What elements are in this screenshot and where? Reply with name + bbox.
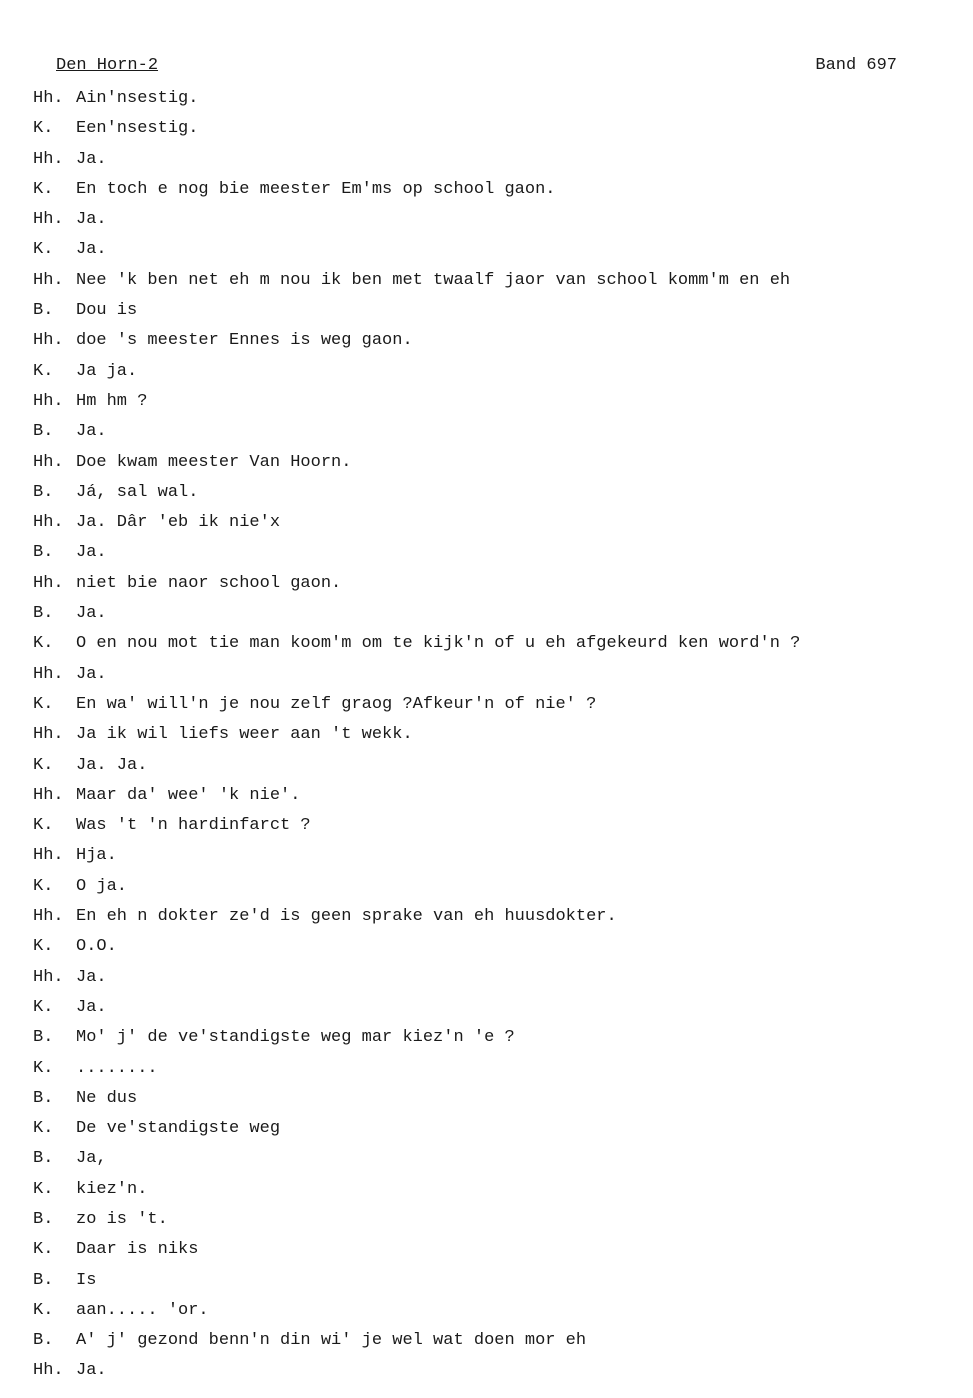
- utterance-text: Ja.: [76, 967, 107, 987]
- transcript-line: [33, 629, 933, 659]
- utterance-text: De ve'standigste weg: [76, 1119, 281, 1139]
- speaker-label: Hh.: [33, 573, 64, 593]
- speaker-label: B.: [33, 1088, 54, 1108]
- speaker-label: K.: [33, 1058, 54, 1078]
- transcript-line: [33, 963, 933, 993]
- transcript-line: [33, 478, 933, 508]
- utterance-text: ........: [76, 1058, 158, 1078]
- speaker-label: B.: [33, 301, 54, 321]
- utterance-text: Ja.: [76, 240, 107, 260]
- utterance-text: Daar is niks: [76, 1240, 199, 1260]
- utterance-text: Ain'nsestig.: [76, 89, 199, 108]
- utterance-text: O ja.: [76, 876, 128, 896]
- speaker-label: K.: [33, 694, 54, 714]
- document-title: Den Horn-2: [56, 56, 159, 75]
- speaker-label: Hh.: [33, 513, 64, 533]
- transcript-line: [33, 1084, 933, 1114]
- speaker-label: Hh.: [33, 270, 64, 290]
- transcript-line: [33, 1023, 933, 1053]
- speaker-label: B.: [33, 1331, 54, 1351]
- utterance-text: En eh n dokter ze'd is geen sprake van eh huusdokter.: [76, 907, 617, 927]
- speaker-label: B.: [33, 482, 54, 502]
- utterance-text: Já, sal wal.: [76, 482, 199, 502]
- speaker-label: K.: [33, 1300, 54, 1320]
- transcript-lines: [33, 84, 933, 1387]
- transcript-line: [33, 417, 933, 447]
- speaker-label: Hh.: [33, 331, 64, 351]
- transcript-line: [33, 720, 933, 750]
- transcript-line: [33, 660, 933, 690]
- utterance-text: Ja.: [76, 149, 107, 169]
- transcript-line: [33, 1266, 933, 1296]
- utterance-text: Mo' j' de ve'standigste weg mar kiez'n 'e ?: [76, 1028, 515, 1048]
- transcript-line: [33, 84, 933, 114]
- transcript-line: [33, 993, 933, 1023]
- transcript-line: [33, 114, 933, 144]
- transcript-line: [33, 1205, 933, 1235]
- transcript-line: [33, 1296, 933, 1326]
- speaker-label: Hh.: [33, 452, 64, 472]
- speaker-label: K.: [33, 937, 54, 957]
- speaker-label: Hh.: [33, 149, 64, 169]
- speaker-label: Hh.: [33, 846, 64, 866]
- utterance-text: Hja.: [76, 846, 117, 866]
- utterance-text: Ja.: [76, 1361, 107, 1381]
- utterance-text: O en nou mot tie man koom'm om te kijk'n of u eh afgekeurd ken word'n ?: [76, 634, 801, 654]
- speaker-label: B.: [33, 1149, 54, 1169]
- transcript-line: [33, 296, 933, 326]
- speaker-label: K.: [33, 119, 54, 139]
- speaker-label: Hh.: [33, 967, 64, 987]
- transcript-line: [33, 1326, 933, 1356]
- utterance-text: Ja. Dâr 'eb ik nie'x: [76, 513, 281, 533]
- utterance-text: Een'nsestig.: [76, 119, 199, 139]
- transcript-line: [33, 1054, 933, 1084]
- speaker-label: B.: [33, 1028, 54, 1048]
- utterance-text: kiez'n.: [76, 1179, 148, 1199]
- transcript-line: [33, 508, 933, 538]
- utterance-text: Ja. Ja.: [76, 755, 148, 775]
- transcript-line: [33, 902, 933, 932]
- speaker-label: Hh.: [33, 907, 64, 927]
- utterance-text: Doe kwam meester Van Hoorn.: [76, 452, 352, 472]
- transcript-line: [33, 781, 933, 811]
- utterance-text: Ja.: [76, 210, 107, 230]
- utterance-text: O.O.: [76, 937, 117, 957]
- utterance-text: Ja ja.: [76, 361, 138, 381]
- transcript-line: [33, 569, 933, 599]
- transcript-line: [33, 538, 933, 568]
- speaker-label: K.: [33, 1119, 54, 1139]
- utterance-text: Was 't 'n hardinfarct ?: [76, 816, 311, 836]
- speaker-label: Hh.: [33, 785, 64, 805]
- utterance-text: Nee 'k ben net eh m nou ik ben met twaalf jaor van school komm'm en eh: [76, 270, 791, 290]
- utterance-text: Dou is: [76, 301, 138, 321]
- transcript-line: [33, 751, 933, 781]
- utterance-text: Hm hm ?: [76, 391, 148, 411]
- transcript-line: [33, 1175, 933, 1205]
- transcript-line: [33, 872, 933, 902]
- speaker-label: B.: [33, 422, 54, 442]
- speaker-label: K.: [33, 1179, 54, 1199]
- utterance-text: A' j' gezond benn'n din wi' je wel wat doen mor eh: [76, 1331, 587, 1351]
- utterance-text: zo is 't.: [76, 1209, 168, 1229]
- speaker-label: K.: [33, 876, 54, 896]
- transcript-line: [33, 145, 933, 175]
- transcript-line: [33, 932, 933, 962]
- speaker-label: Hh.: [33, 210, 64, 230]
- utterance-text: Ja,: [76, 1149, 107, 1169]
- transcript-line: [33, 235, 933, 265]
- speaker-label: K.: [33, 816, 54, 836]
- transcript-line: [33, 357, 933, 387]
- speaker-label: K.: [33, 755, 54, 775]
- transcript-line: [33, 175, 933, 205]
- transcript-line: [33, 1356, 933, 1386]
- transcript-line: [33, 811, 933, 841]
- transcript-line: [33, 1144, 933, 1174]
- utterance-text: Maar da' wee' 'k nie'.: [76, 785, 301, 805]
- transcript-line: [33, 387, 933, 417]
- speaker-label: K.: [33, 997, 54, 1017]
- speaker-label: K.: [33, 361, 54, 381]
- transcript-line: [33, 1114, 933, 1144]
- utterance-text: doe 's meester Ennes is weg gaon.: [76, 331, 413, 351]
- utterance-text: aan..... 'or.: [76, 1300, 209, 1320]
- transcript-line: [33, 841, 933, 871]
- utterance-text: Ja.: [76, 664, 107, 684]
- utterance-text: Ne dus: [76, 1088, 138, 1108]
- transcript-line: [33, 326, 933, 356]
- speaker-label: Hh.: [33, 391, 64, 411]
- speaker-label: Hh.: [33, 664, 64, 684]
- utterance-text: Ja.: [76, 604, 107, 624]
- transcript-line: [33, 690, 933, 720]
- utterance-text: En toch e nog bie meester Em'ms op school gaon.: [76, 179, 556, 199]
- speaker-label: K.: [33, 179, 54, 199]
- speaker-label: Hh.: [33, 1361, 64, 1381]
- utterance-text: Ja.: [76, 422, 107, 442]
- utterance-text: Ja.: [76, 997, 107, 1017]
- speaker-label: B.: [33, 1270, 54, 1290]
- speaker-label: K.: [33, 1240, 54, 1260]
- speaker-label: K.: [33, 240, 54, 260]
- speaker-label: B.: [33, 604, 54, 624]
- transcript-line: [33, 205, 933, 235]
- transcript-line: [33, 448, 933, 478]
- speaker-label: B.: [33, 543, 54, 563]
- utterance-text: Ja ik wil liefs weer aan 't wekk.: [76, 725, 413, 745]
- speaker-label: K.: [33, 634, 54, 654]
- utterance-text: En wa' will'n je nou zelf graog ?Afkeur'n of nie' ?: [76, 694, 597, 714]
- utterance-text: Is: [76, 1270, 97, 1290]
- transcript-line: [33, 266, 933, 296]
- speaker-label: Hh.: [33, 89, 64, 108]
- band-number: Band 697: [815, 56, 897, 75]
- transcript-line: [33, 599, 933, 629]
- utterance-text: niet bie naor school gaon.: [76, 573, 342, 593]
- speaker-label: Hh.: [33, 725, 64, 745]
- speaker-label: B.: [33, 1209, 54, 1229]
- utterance-text: Ja.: [76, 543, 107, 563]
- transcript-line: [33, 1235, 933, 1265]
